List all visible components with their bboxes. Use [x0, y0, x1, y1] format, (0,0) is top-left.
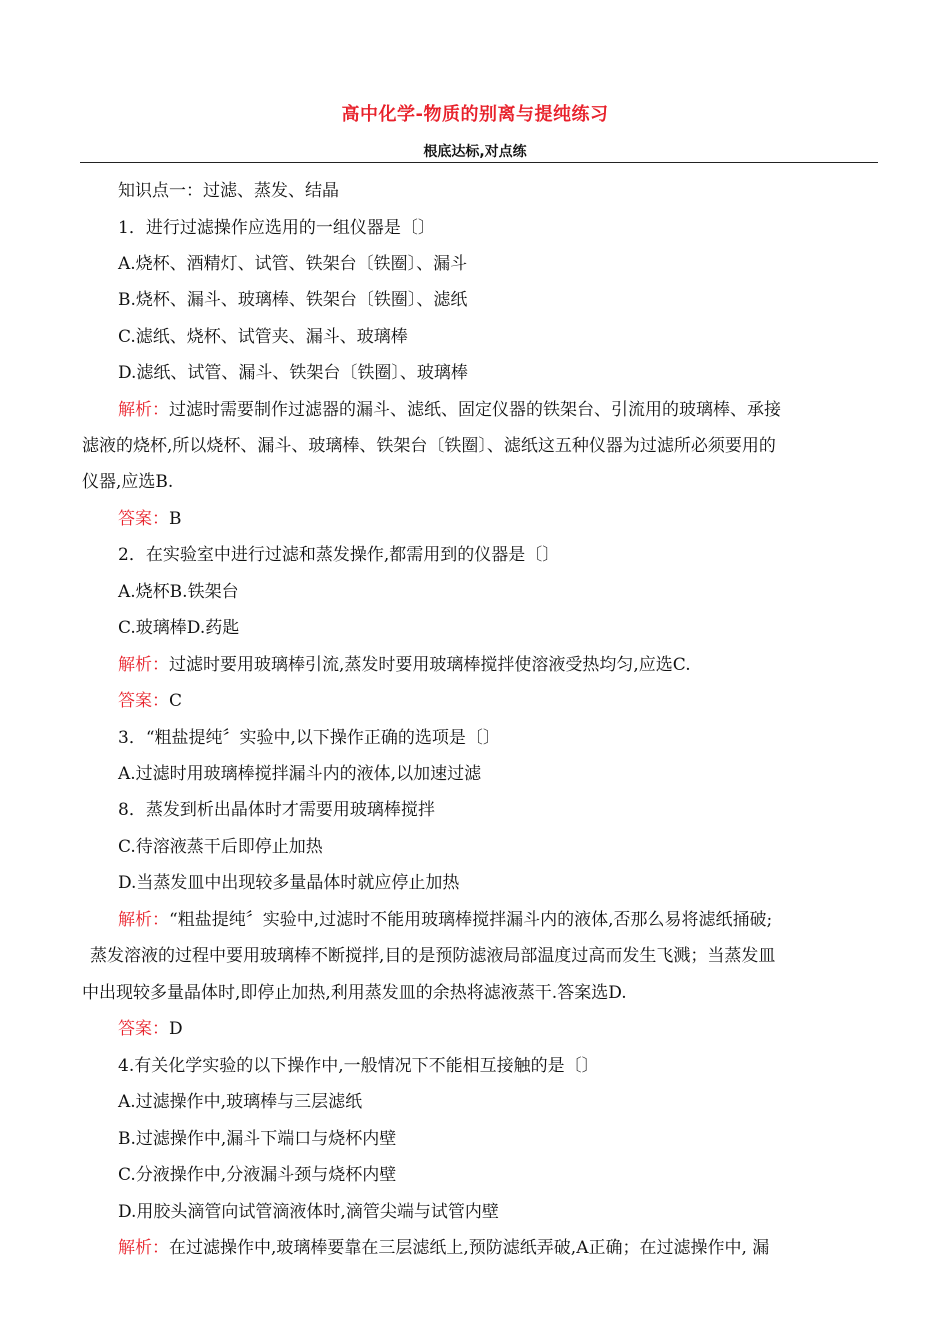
question-3-option-b: 8．蒸发到析出晶体时才需要用玻璃棒搅拌 — [118, 800, 435, 820]
question-1-option-c: C.滤纸、烧杯、试管夹、漏斗、玻璃棒 — [118, 327, 408, 347]
analysis-2-line-1 — [118, 654, 691, 676]
question-1-option-d: D.滤纸、试管、漏斗、铁架台〔铁圈〕、玻璃棒 — [118, 363, 468, 383]
question-3-option-c: C.待溶液蒸干后即停止加热 — [118, 837, 323, 857]
analysis-4-line-1 — [118, 1237, 769, 1259]
answer-value: C — [169, 691, 183, 711]
question-4: 4.有关化学实验的以下操作中,一般情况下不能相互接触的是〔〕 — [118, 1056, 599, 1076]
question-3-option-a: A.过滤时用玻璃棒搅拌漏斗内的液体,以加速过滤 — [118, 764, 482, 784]
analysis-text: 过滤时要用玻璃棒引流,蒸发时要用玻璃棒搅拌使溶液受热均匀,应选C. — [169, 655, 691, 675]
analysis-text: 过滤时需要制作过滤器的漏斗、滤纸、固定仪器的铁架台、引流用的玻璃棒、承接 — [169, 400, 781, 420]
question-4-option-b: B.过滤操作中,漏斗下端口与烧杯内壁 — [118, 1129, 397, 1149]
analysis-text: 在过滤操作中,玻璃棒要靠在三层滤纸上,预防滤纸弄破,A正确；在过滤操作中, 漏 — [169, 1238, 770, 1258]
question-4-option-d: D.用胶头滴管向试管滴液体时,滴管尖端与试管内壁 — [118, 1202, 499, 1222]
question-1: 1．进行过滤操作应选用的一组仪器是〔〕 — [118, 218, 435, 238]
analysis-label: 解析： — [118, 655, 169, 675]
question-4-option-c: C.分液操作中,分液漏斗颈与烧杯内壁 — [118, 1165, 397, 1185]
answer-value: D — [169, 1019, 183, 1039]
answer-3 — [118, 1018, 183, 1040]
question-2-options-ab: A.烧杯B.铁架台 — [118, 582, 239, 602]
analysis-3-line-3: 中出现较多量晶体时,即停止加热,利用蒸发皿的余热将滤液蒸干.答案选D. — [82, 983, 627, 1003]
analysis-3-line-2: 蒸发溶液的过程中要用玻璃棒不断搅拌,目的是预防滤液局部温度过高而发生飞溅；当蒸发皿 — [90, 946, 776, 966]
answer-label: 答案： — [118, 509, 169, 529]
analysis-1-line-1 — [118, 399, 781, 421]
header-divider — [80, 162, 878, 163]
question-3: 3．“粗盐提纯〞实验中,以下操作正确的选项是〔〕 — [118, 728, 500, 748]
knowledge-point-heading: 知识点一：过滤、蒸发、结晶 — [118, 181, 339, 201]
analysis-1-line-2: 滤液的烧杯,所以烧杯、漏斗、玻璃棒、铁架台〔铁圈〕、滤纸这五种仪器为过滤所必须要用的 — [82, 436, 776, 456]
page-title: 高中化学-物质的别离与提纯练习 — [341, 104, 609, 125]
analysis-label: 解析： — [118, 910, 169, 930]
analysis-label: 解析： — [118, 400, 169, 420]
answer-value: B — [169, 509, 182, 529]
question-2: 2．在实验室中进行过滤和蒸发操作,都需用到的仪器是〔〕 — [118, 545, 560, 565]
page-subtitle: 根底达标,对点练 — [423, 144, 527, 160]
question-1-option-a: A.烧杯、酒精灯、试管、铁架台〔铁圈〕、漏斗 — [118, 254, 468, 274]
question-3-option-d: D.当蒸发皿中出现较多量晶体时就应停止加热 — [118, 873, 460, 893]
answer-1 — [118, 508, 182, 530]
answer-label: 答案： — [118, 1019, 169, 1039]
question-1-option-b: B.烧杯、漏斗、玻璃棒、铁架台〔铁圈〕、滤纸 — [118, 290, 468, 310]
analysis-text: “粗盐提纯〞实验中,过滤时不能用玻璃棒搅拌漏斗内的液体,否那么易将滤纸捅破; — [169, 910, 773, 930]
answer-label: 答案： — [118, 691, 169, 711]
analysis-label: 解析： — [118, 1238, 169, 1258]
answer-2 — [118, 690, 182, 712]
question-4-option-a: A.过滤操作中,玻璃棒与三层滤纸 — [118, 1092, 363, 1112]
analysis-3-line-1 — [118, 909, 772, 931]
question-2-options-cd: C.玻璃棒D.药匙 — [118, 618, 240, 638]
analysis-1-line-3: 仪器,应选B. — [82, 472, 174, 492]
